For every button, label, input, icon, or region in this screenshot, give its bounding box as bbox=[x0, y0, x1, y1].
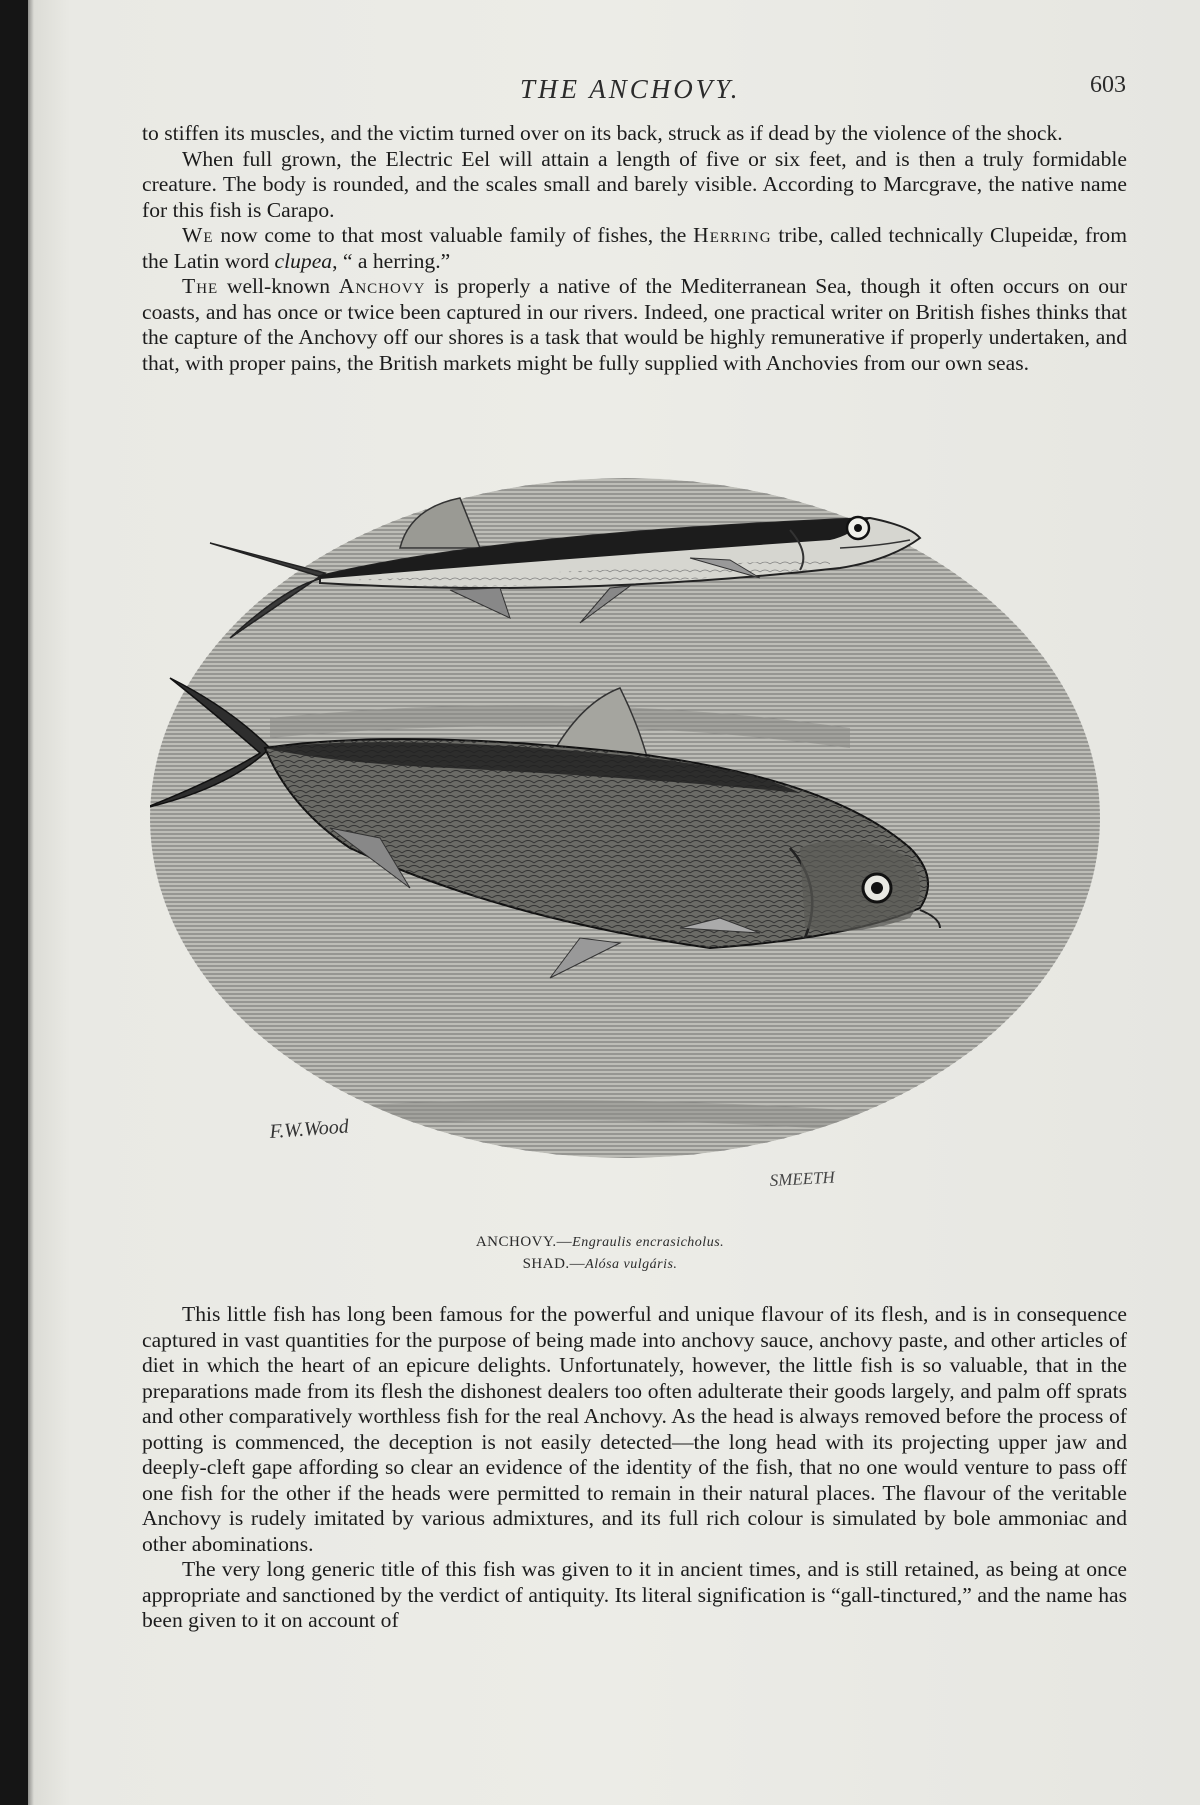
running-head-title: THE ANCHOVY. bbox=[520, 74, 741, 104]
paragraph-anchovy-flavour: This little fish has long been famous for the powerful and unique flavour of its flesh, and is in consequence captured in vast quantities for the purpose of being made into anchovy sauce, anchovy paste, and other articles of diet in which the heart of an epicure delights. Unfortunately, however, the little fish is so valuable, that in the preparations made from its flesh the dishonest dealers too often adulterate their goods largely, and palm off sprats and other comparatively worthless fish for the real Anchovy. As the head is always removed before the process of potting is commenced, the deception is not easily detected—the long head with its projecting upper jaw and deeply-cleft gape affording so clear an evidence of the identity of the fish, that no one would venture to pass off one fish for the other if the heads were permitted to remain in their natural places. The flavour of the veritable Anchovy is rudely imitated by various admixtures, and its full rich colour is simulated by bole ammoniac and other abominations. bbox=[142, 1302, 1127, 1556]
caption-shad-latin: Alósa vulgáris. bbox=[585, 1257, 678, 1272]
engraving-illustration bbox=[150, 448, 1110, 1228]
paragraph-shock: to stiffen its muscles, and the victim turned over on its back, struck as if dead by the violence of the shock. bbox=[142, 121, 1063, 145]
top-text-block bbox=[142, 121, 1127, 376]
herring-term: Herring bbox=[693, 223, 772, 247]
anchovy-term: Anchovy bbox=[338, 274, 426, 298]
caption-anchovy-latin: Engraulis encrasicholus. bbox=[572, 1235, 725, 1250]
caption-anchovy-common: ANCHOVY.— bbox=[475, 1234, 573, 1250]
caption-anchovy bbox=[0, 1234, 1200, 1251]
fish-engraving bbox=[150, 448, 1110, 1228]
paragraph-generic-title: The very long generic title of this fish was given to it in ancient times, and is still retained, as being at once appropriate and sanctioned by the verdict of antiquity. Its literal signification is “gall-tinctured,” and the name has been given to it on account of bbox=[142, 1557, 1127, 1632]
engraver-signature-left: F.W.Wood bbox=[268, 1115, 350, 1143]
latin-clupea: clupea bbox=[274, 248, 333, 273]
page-binding-edge bbox=[0, 0, 28, 1805]
engraver-signature-right: SMEETH bbox=[769, 1167, 836, 1190]
bottom-text-block bbox=[142, 1302, 1127, 1634]
paragraph-herring-family: We now come to that most valuable family of fishes, the Herring tribe, called technically Clupeidæ, from the Latin word clupea, “ a herring.” bbox=[142, 223, 1127, 273]
paragraph-electric-eel: When full grown, the Electric Eel will attain a length of five or six feet, and is then a truly formidable creature. The body is rounded, and the scales small and barely visible. According to Marcgrave, the native name for this fish is Carapo. bbox=[142, 146, 1127, 222]
lead-word-we: We bbox=[182, 223, 214, 247]
caption-shad-common: SHAD.— bbox=[522, 1256, 586, 1272]
paragraph-anchovy-native: The well-known Anchovy is properly a native of the Mediterranean Sea, though it often occurs on our coasts, and has once or twice been captured in our rivers. Indeed, one practical writer on British fishes thinks that the capture of the Anchovy off our shores is a task that would be highly remunerative if properly undertaken, and that, with proper pains, the British markets might be fully supplied with Anchovies from our own seas. bbox=[142, 274, 1128, 375]
lead-word-the: The bbox=[182, 274, 219, 298]
caption-shad bbox=[0, 1256, 1200, 1273]
page-number: 603 bbox=[1090, 72, 1126, 98]
running-head bbox=[0, 74, 1200, 114]
